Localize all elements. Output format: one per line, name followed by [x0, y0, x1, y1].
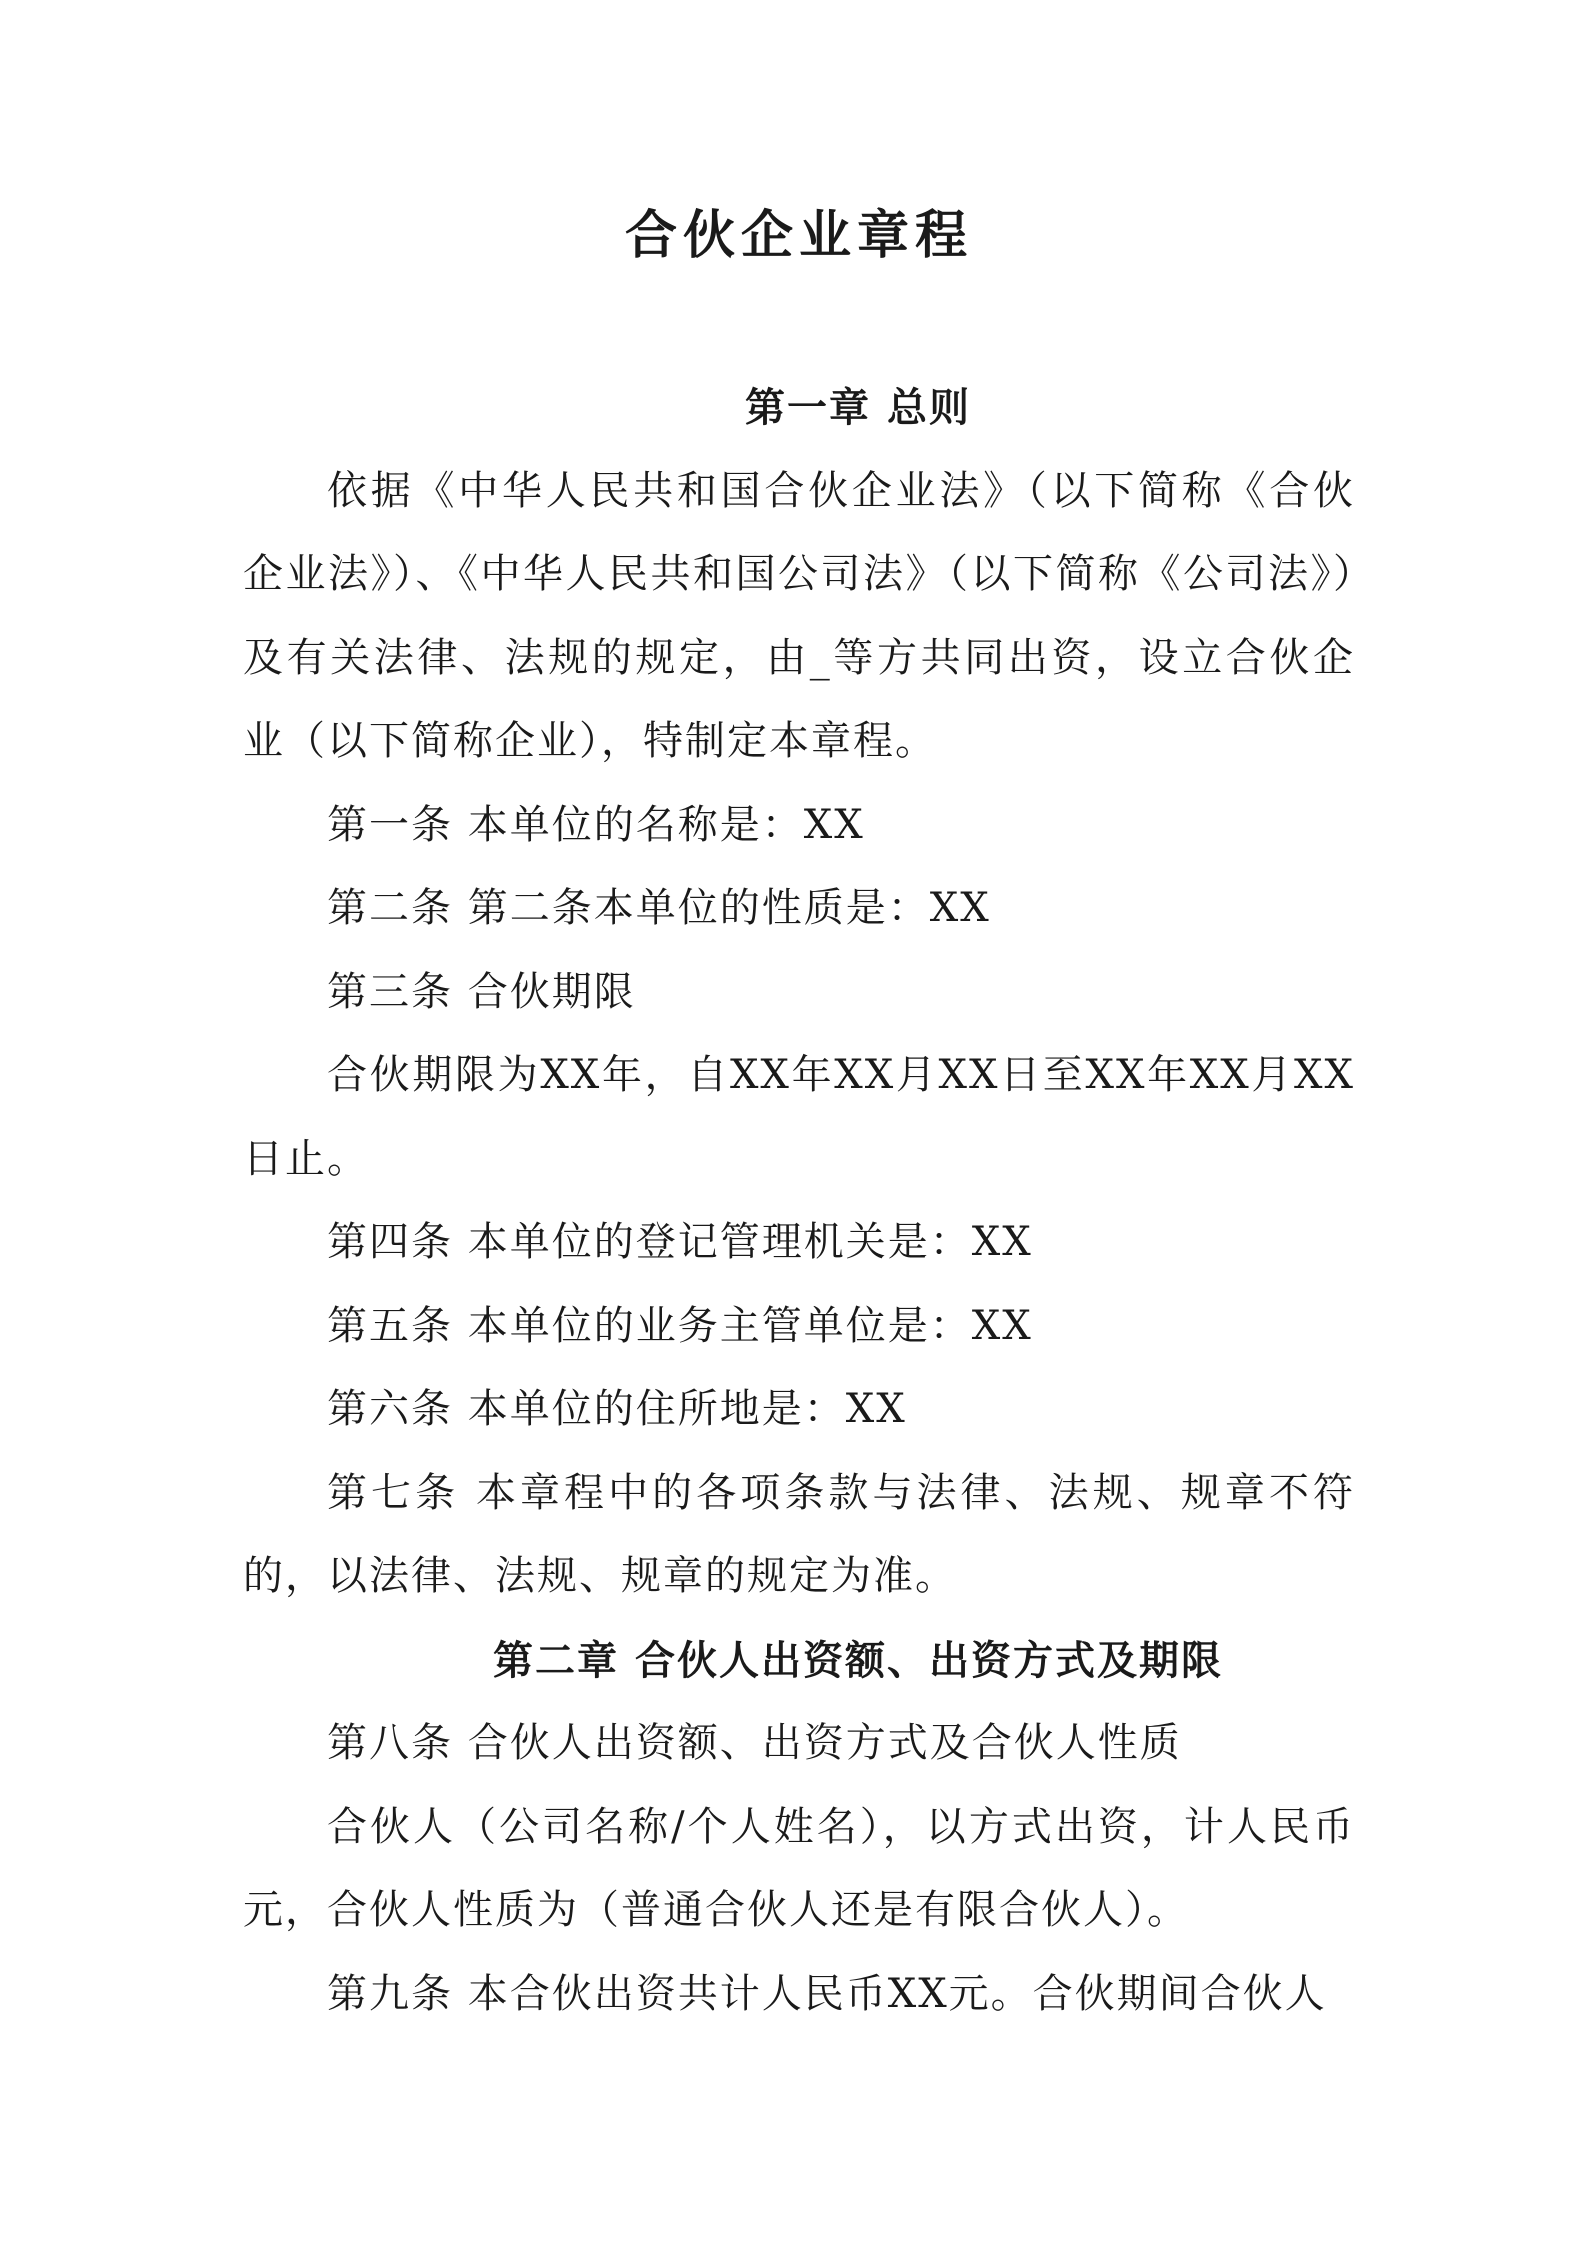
document-title: 合伙企业章程: [624, 205, 973, 266]
article-4: 第四条 本单位的登记管理机关是：XX: [327, 1219, 1033, 1265]
article-3-detail: 合伙期限为XX年，自XX年XX月XX日至XX年XX月XX日止。: [243, 1052, 1355, 1182]
article-5: 第五条 本单位的业务主管单位是：XX: [327, 1302, 1033, 1349]
article-2: 第二条 第二条本单位的性质是：XX: [327, 885, 991, 931]
article-1: 第一条 本单位的名称是：XX: [327, 801, 865, 848]
document-body: [243, 366, 1355, 2036]
article-7: 第七条 本章程中的各项条款与法律、法规、规章不符的，以法律、法规、规章的规定为准。: [243, 1469, 1355, 1599]
chapter-2-heading: 第二章 合伙人出资额、出资方式及期限: [493, 1636, 1223, 1684]
article-3: 第三条 合伙期限: [327, 968, 636, 1015]
article-8-detail: 合伙人（公司名称/个人姓名），以方式出资，计人民币元，合伙人性质为（普通合伙人还是有限合伙人）。: [243, 1803, 1355, 1933]
article-6: 第六条 本单位的住所地是：XX: [327, 1386, 907, 1432]
article-8: 第八条 合伙人出资额、出资方式及合伙人性质: [327, 1720, 1182, 1766]
article-9: 第九条 本合伙出资共计人民币XX元。合伙期间合伙人: [327, 1970, 1327, 2017]
intro-paragraph: 依据《中华人民共和国合伙企业法》（以下简称《合伙企业法》）、《中华人民共和国公司法》（以下简称《公司法》）及有关法律、法规的规定，由_等方共同出资，设立合伙企业（以下简称企业），特制定本章程。: [243, 467, 1355, 764]
chapter-1-heading: 第一章 总则: [745, 384, 971, 431]
